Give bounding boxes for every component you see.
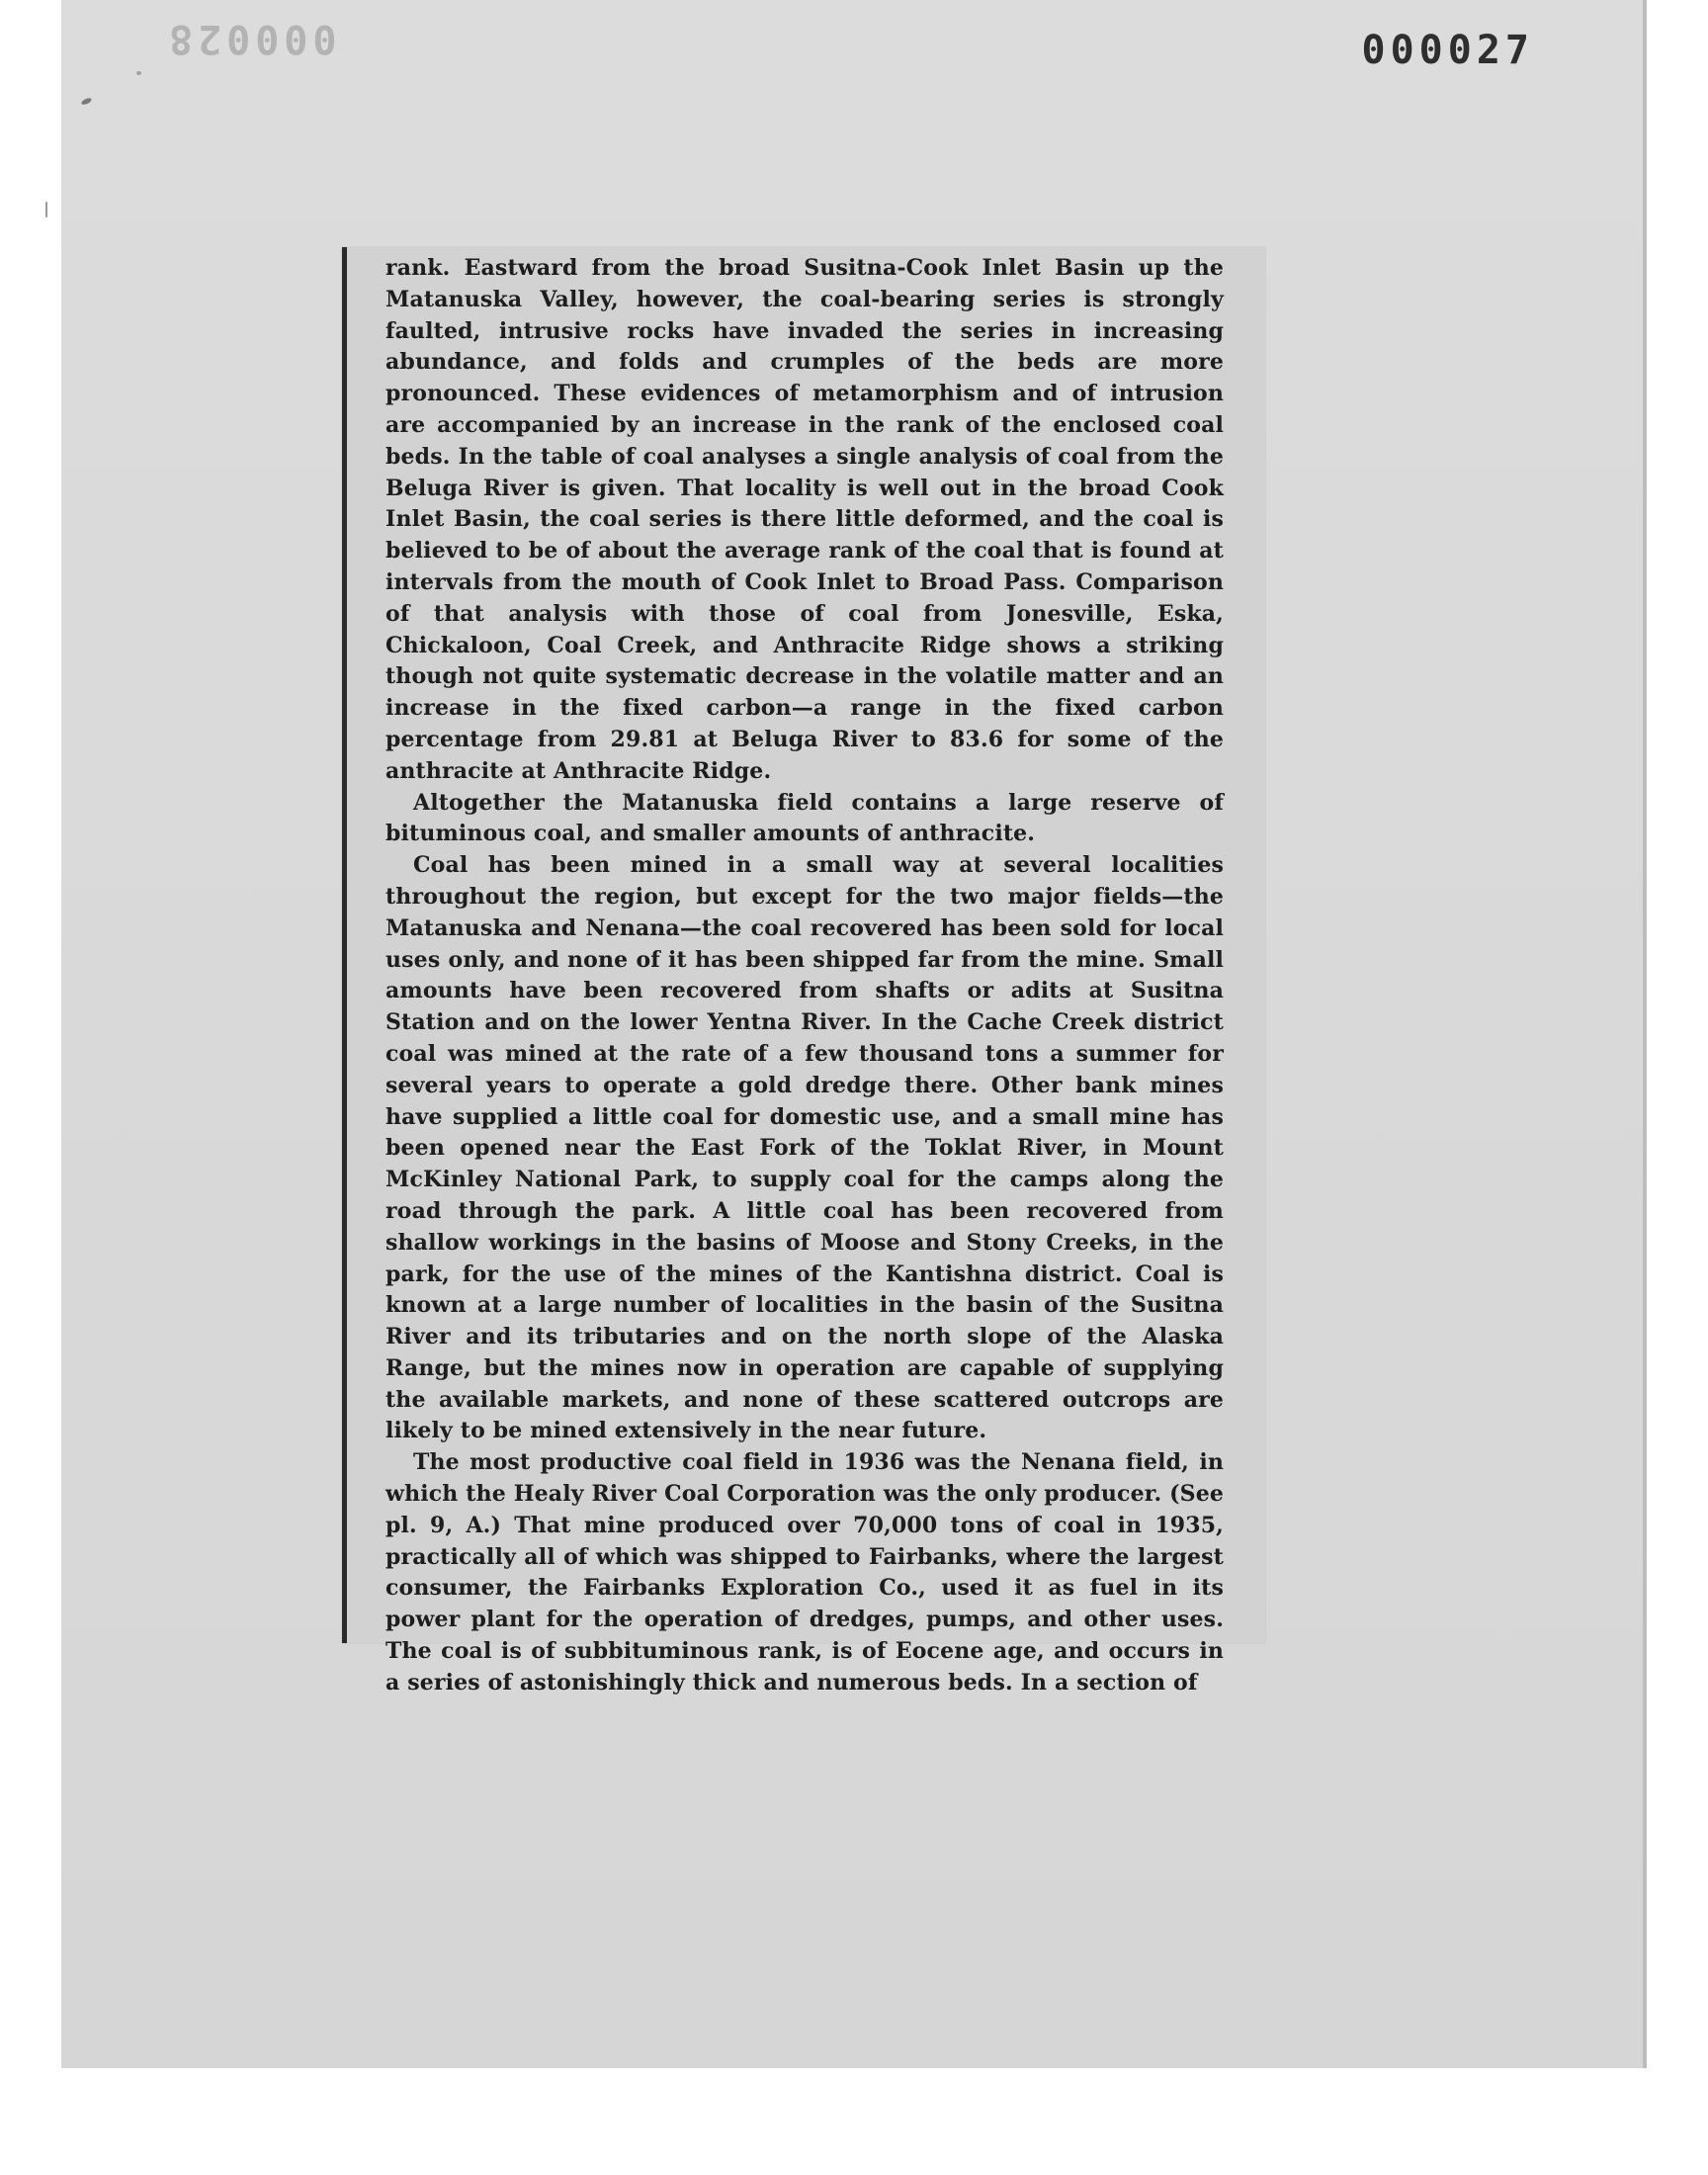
bleed-through-page-number: 000028 bbox=[164, 16, 337, 61]
dust-speck bbox=[136, 71, 141, 75]
paragraph-matanuska-reserve: Altogether the Matanuska field contains a large reserve of bituminous coal, and smaller amounts of anthracite. bbox=[385, 789, 1224, 847]
paragraph-local-mining: Coal has been mined in a small way at several localities throughout the region, but except for the two major fields—the Matanuska and Nenana—the coal recovered has been sold for local uses only, and none of it has been shipped far from the mine. Small amounts have been recovered from shafts or adits at Susitna Station and on the lower Yentna River. In the Cache Creek district coal was mined at the rate of a few thousand tons a summer for several years to operate a gold dredge there. Other bank mines have supplied a little coal for domestic use, and a small mine has been opened near the East Fork of the Toklat River, in Mount McKinley National Park, to supply coal for the camps along the road through the park. A little coal has been recovered from shallow workings in the basins of Moose and Stony Creeks, in the park, for the use of the mines of the Kantishna district. Coal is known at a large number of localities in the basin of the Susitna River and its tributaries and on the north slope of the Alaska Range, but the mines now in operation are capable of supplying the available markets, and none of these scattered outcrops are likely to be mined extensively in the near future. bbox=[385, 852, 1224, 1444]
sheet-edge bbox=[1643, 0, 1647, 2068]
paragraph-rank-metamorphism: rank. Eastward from the broad Susitna-Cook Inlet Basin up the Matanuska Valley, however, the coal-bearing series is strongly faulted, intrusive rocks have invaded the series in increasing abundance, and folds and crumples of the beds are more pronounced. These evidences of metamorphism and of intrusion are accompanied by an increase in the rank of the enclosed coal beds. In the table of coal analyses a single analysis of coal from the Beluga River is given. That locality is well out in the broad Cook Inlet Basin, the coal series is there little deformed, and the coal is believed to be of about the average rank of the coal that is found at intervals from the mouth of Cook Inlet to Broad Pass. Comparison of that analysis with those of coal from Jonesville, Eska, Chickaloon, Coal Creek, and Anthracite Ridge shows a striking though not quite systematic decrease in the volatile matter and an increase in the fixed carbon—a range in the fixed carbon percentage from 29.81 at Beluga River to 83.6 for some of the anthracite at Anthracite Ridge. bbox=[385, 255, 1224, 784]
paragraph-nenana-field: The most productive coal field in 1936 was the Nenana field, in which the Healy River Coal Corporation was the only producer. (See pl. 9, A.) That mine produced over 70,000 tons of coal in 1935, practically all of which was shipped to Fairbanks, where the largest consumer, the Fairbanks Exploration Co., used it as fuel in its power plant for the operation of dredges, pumps, and other uses. The coal is of subbituminous rank, is of Eocene age, and occurs in a series of astonishingly thick and numerous beds. In a section of bbox=[385, 1449, 1224, 1696]
newspaper-clipping bbox=[342, 247, 1265, 1696]
clipping-margin-rule bbox=[342, 247, 347, 1643]
page-number: 000027 bbox=[1361, 28, 1534, 73]
dust-speck bbox=[45, 202, 47, 218]
clipping-body bbox=[385, 253, 1224, 1699]
